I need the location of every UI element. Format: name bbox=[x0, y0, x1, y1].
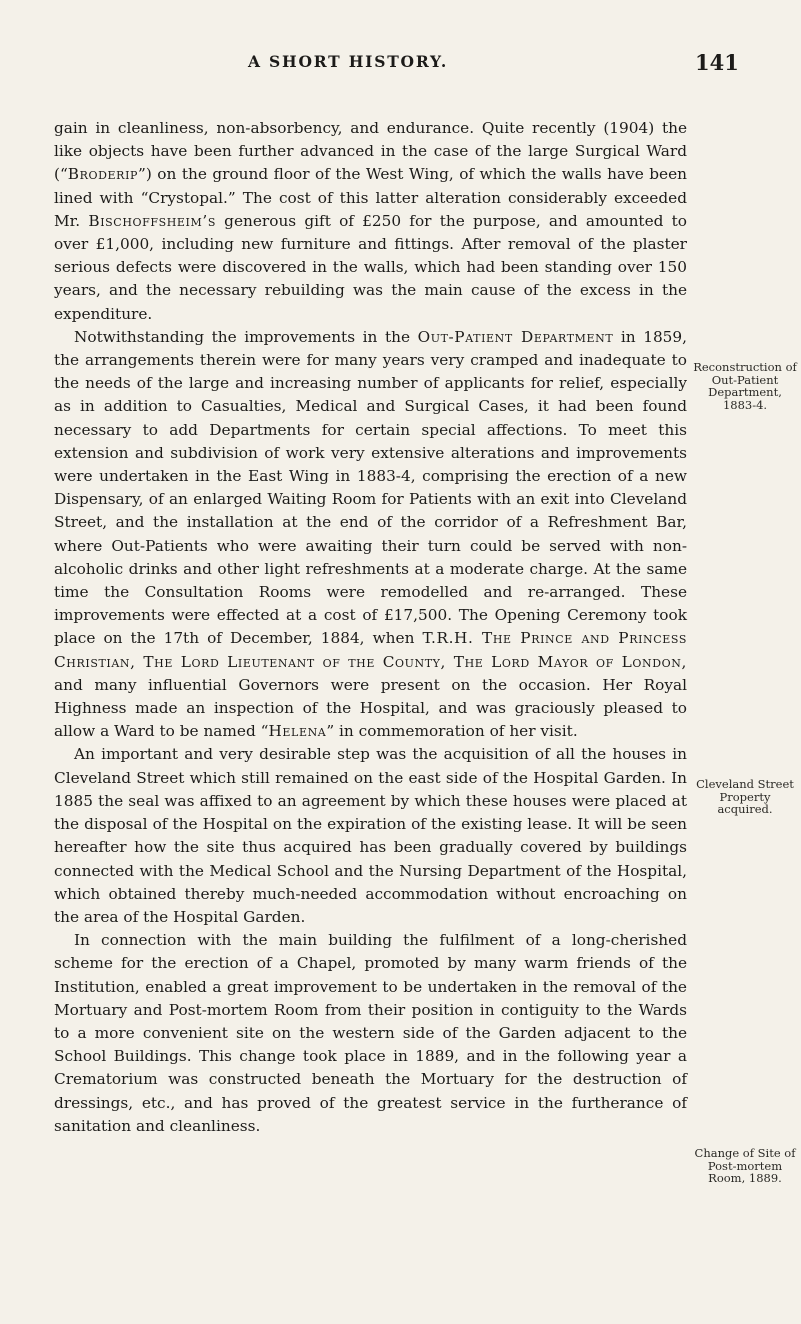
ward-name-broderip: Broderip bbox=[67, 165, 139, 184]
text-segment: Notwithstanding the improvements in the bbox=[74, 327, 418, 346]
margin-note-cleveland-street: Cleveland Street Property acquired. bbox=[696, 777, 794, 816]
page-number: 141 bbox=[695, 50, 739, 75]
ward-name-helena: Helena bbox=[268, 722, 327, 741]
donor-name-bischoffsheim: Bischoffsheim’s bbox=[88, 211, 216, 230]
text-segment: In connection with the main building the fulfilment of a long-cherished scheme for the erection of a Chapel, promoted by many warm friends of the Institution, enabled a great improvement to be undertaken in the removal of the Mortuary and Post-mortem Room from their position in contiguity to the Wards to a more convenient site on the western side of the Garden adjacent to the School Buildings. This change took place in 1889, and in the following year a Crematorium was constructed beneath the Mortuary for the destruction of dressings, etc., and has proved of the greatest service in the furtherance of sanitation and cleanliness. bbox=[54, 931, 687, 1135]
text-segment: An important and very desirable step was the acquisition of all the houses in Cleveland Street which still remained on the east side of the Hospital Garden. In 1885 the seal was affixed to an agreement by which these houses were placed at the disposal of the Hospital on the expiration of the existing lease. It will be seen hereafter how the site thus acquired has been gradually covered by buildings connected with the Medical School and the Nursing Department of the Hospital, which obtained thereby much-needed accommodation without encroaching on the area of the Hospital Garden. bbox=[54, 745, 687, 926]
text-segment: generous gift of £250 for the purpose, and amounted to over £1,000, including new furniture and fittings. After removal of the plaster serious defects were discovered in the walls, which had been standing over 150 years, and the necessary rebuilding was the main cause of the excess in the expenditure. bbox=[54, 211, 687, 323]
text-segment: gain in cleanliness, non-absorbency, and endurance. Quite recently (1904) the like objects have been further advanced in the case of the large Surgical Ward (“ bbox=[54, 119, 687, 184]
paragraph-3 bbox=[54, 743, 687, 929]
text-segment: ”) on the ground floor of the West Wing, of which the walls have been lined with “Crystopal.” The cost of this latter alteration considerably exceeded Mr. bbox=[54, 165, 687, 230]
margin-note-reconstruction: Reconstruction of Out-Patient Department, 1883-4. bbox=[693, 360, 797, 412]
paragraph-4 bbox=[54, 929, 687, 1138]
running-head: A SHORT HISTORY. bbox=[248, 52, 449, 71]
dignitaries-names: T.R.H. The Prince and Princess Christian, The Lord Lieutenant of the County, The Lord Mayor of London, bbox=[54, 629, 687, 671]
text-segment: ” in commemoration of her visit. bbox=[326, 722, 578, 741]
department-name: Out-Patient Department bbox=[417, 327, 614, 346]
paragraph-1 bbox=[54, 117, 687, 326]
body-text bbox=[54, 117, 687, 1138]
page-header bbox=[0, 52, 801, 86]
text-segment: and many influential Governors were present on the occasion. Her Royal Highness made an inspection of the Hospital, and was graciously pleased to allow a Ward to be named “ bbox=[54, 675, 687, 741]
paragraph-2 bbox=[54, 326, 687, 744]
margin-note-post-mortem: Change of Site of Post-mortem Room, 1889. bbox=[694, 1146, 796, 1185]
text-segment: in 1859, the arrangements therein were for many years very cramped and inadequate to the needs of the large and increasing number of applicants for relief, especially as in addition to Casualties, Medical and Surgical Cases, it had been found necessary to add Departments for certain special affections. To meet this extension and subdivision of work very extensive alterations and improvements were undertaken in the East Wing in 1883-4, comprising the erection of a new Dispensary, of an enlarged Waiting Room for Patients with an exit into Cleveland Street, and the installation at the end of the corridor of a Refreshment Bar, where Out-Patients who were awaiting their turn could be served with non-alcoholic drinks and other light refreshments at a moderate charge. At the same time the Consultation Rooms were remodelled and re-arranged. These improvements were effected at a cost of £17,500. The Opening Ceremony took place on the 17th of December, 1884, when bbox=[54, 327, 688, 648]
